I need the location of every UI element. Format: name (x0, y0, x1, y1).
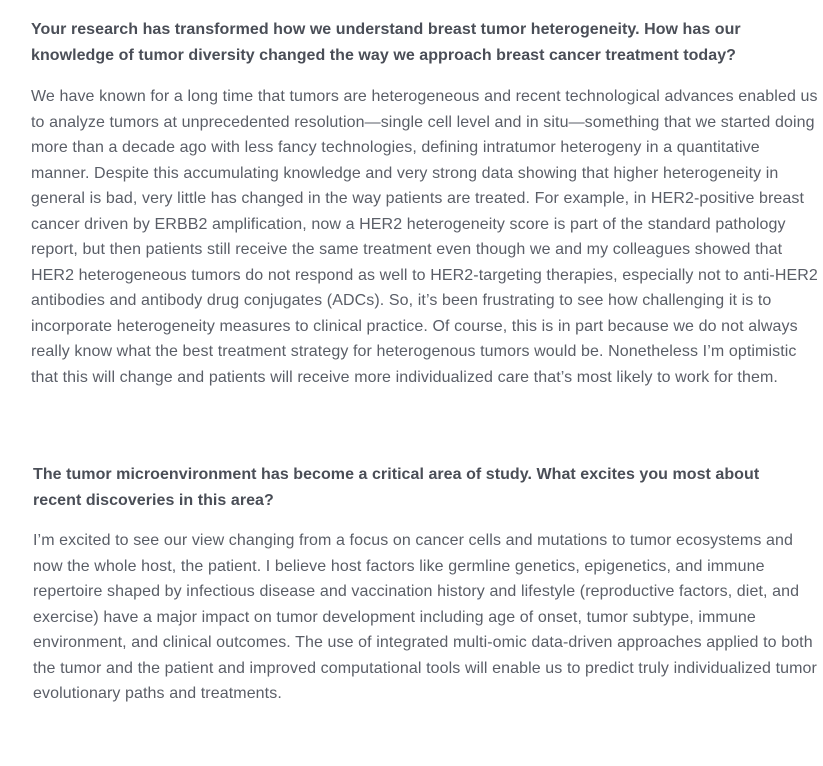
question-tumor-heterogeneity: Your research has transformed how we understand breast tumor heterogeneity. How has our knowledge of tumor diversity changed the way we approach breast cancer treatment today? (31, 21, 741, 64)
question-tumor-microenvironment: The tumor microenvironment has become a critical area of study. What excites you most about recent discoveries in this area? (33, 466, 760, 509)
answer-tumor-microenvironment: I’m excited to see our view changing from a focus on cancer cells and mutations to tumor ecosystems and now the whole host, the patient. I believe host factors like germline genetics, epigenetics, and immune repertoire shaped by infectious disease and vaccination history and lifestyle (reproductive factors, diet, and exercise) have a major impact on tumor development including age of onset, tumor subtype, immune environment, and clinical outcomes. The use of integrated multi-omic data-driven approaches applied to both the tumor and the patient and improved computational tools will enable us to predict truly individualized tumor evolutionary paths and treatments. (33, 532, 817, 702)
answer-tumor-heterogeneity: We have known for a long time that tumors are heterogeneous and recent technological advances enabled us to analyze tumors at unprecedented resolution—single cell level and in situ—something that we started doing more than a decade ago with less fancy technologies, defining intratumor heterogeny in a quantitative manner. Despite this accumulating knowledge and very strong data showing that higher heterogeneity in general is bad, very little has changed in the way patients are treated. For example, in HER2-positive breast cancer driven by ERBB2 amplification, now a HER2 heterogeneity score is part of the standard pathology report, but then patients still receive the same treatment even though we and my colleagues showed that HER2 heterogeneous tumors do not respond as well to HER2-targeting therapies, especially not to anti-HER2 antibodies and antibody drug conjugates (ADCs). So, it’s been frustrating to see how challenging it is to incorporate heterogeneity measures to clinical practice. Of course, this is in part because we do not always really know what the best treatment strategy for heterogenous tumors would be. Nonetheless I’m optimistic that this will change and patients will receive more individualized care that’s most likely to work for them. (31, 88, 818, 386)
